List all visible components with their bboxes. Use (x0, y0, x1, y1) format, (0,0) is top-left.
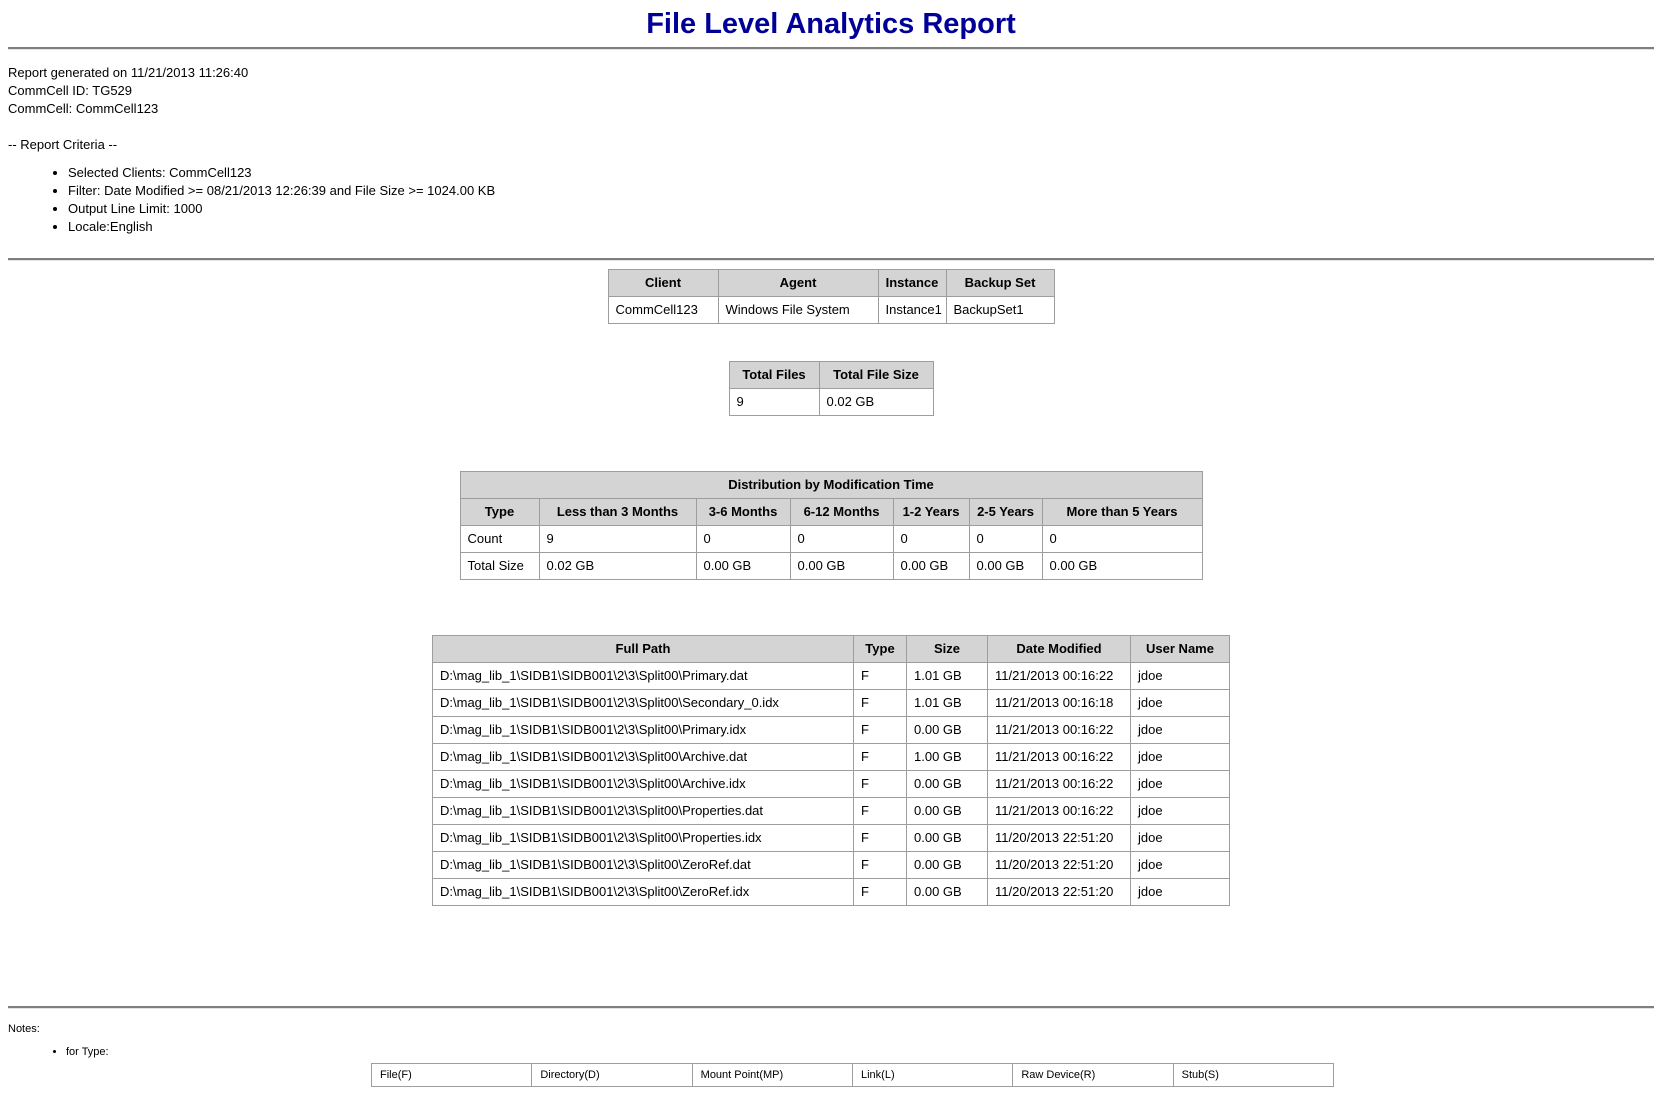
total-size-cell: 0.02 GB (539, 553, 696, 580)
total-size-cell: 0.00 GB (969, 553, 1042, 580)
full-path-cell: D:\mag_lib_1\SIDB1\SIDB001\2\3\Split00\Primary.idx (433, 717, 854, 744)
agent-header: Agent (718, 270, 878, 297)
legend-directory: Directory(D) (532, 1064, 692, 1087)
date-modified-header: Date Modified (988, 636, 1131, 663)
user-name-header: User Name (1131, 636, 1230, 663)
legend-file: File(F) (372, 1064, 532, 1087)
totals-table (729, 361, 934, 416)
generated-on-text: Report generated on 11/21/2013 11:26:40 (8, 65, 249, 80)
criteria-item-filter: • Filter: Date Modified >= 08/21/2013 12:26:39 and File Size >= 1024.00 KB (68, 182, 1654, 200)
size-cell: 1.00 GB (907, 744, 988, 771)
full-path-cell: D:\mag_lib_1\SIDB1\SIDB001\2\3\Split00\Properties.dat (433, 798, 854, 825)
notes-divider (8, 1006, 1654, 1009)
total-size-cell: 0.00 GB (893, 553, 969, 580)
user-name-cell: jdoe (1131, 771, 1230, 798)
1-2-years-header: 1-2 Years (893, 499, 969, 526)
total-file-size-header: Total File Size (819, 362, 933, 389)
legend-mount-point: Mount Point(MP) (692, 1064, 852, 1087)
total-file-size-cell: 0.02 GB (819, 389, 933, 416)
date-modified-cell: 11/20/2013 22:51:20 (988, 825, 1131, 852)
criteria-heading: -- Report Criteria -- (8, 137, 118, 152)
2-5-years-header: 2-5 Years (969, 499, 1042, 526)
table-row (433, 879, 1230, 906)
table-row (433, 825, 1230, 852)
notes-label: Notes: (8, 1023, 40, 1035)
distribution-title-row (460, 472, 1202, 499)
total-files-header: Total Files (729, 362, 819, 389)
date-modified-cell: 11/21/2013 00:16:22 (988, 717, 1131, 744)
lt3-months-header: Less than 3 Months (539, 499, 696, 526)
legend-link: Link(L) (852, 1064, 1012, 1087)
distribution-header-row (460, 499, 1202, 526)
date-modified-cell: 11/21/2013 00:16:22 (988, 798, 1131, 825)
3-6-months-header: 3-6 Months (696, 499, 790, 526)
size-cell: 0.00 GB (907, 852, 988, 879)
type-cell: F (854, 690, 907, 717)
table-row-total-size (460, 553, 1202, 580)
type-legend-table (371, 1063, 1334, 1087)
backupset-cell: BackupSet1 (946, 297, 1054, 324)
type-cell: F (854, 852, 907, 879)
type-cell: F (854, 825, 907, 852)
type-cell: F (854, 663, 907, 690)
count-cell: 0 (1042, 526, 1202, 553)
commcell-name-text: CommCell: CommCell123 (8, 101, 159, 116)
table-row (433, 717, 1230, 744)
type-cell: F (854, 771, 907, 798)
table-row (608, 297, 1054, 324)
table-row (433, 744, 1230, 771)
page-title: File Level Analytics Report (646, 8, 1016, 40)
full-path-cell: D:\mag_lib_1\SIDB1\SIDB001\2\3\Split00\ZeroRef.dat (433, 852, 854, 879)
count-cell: 0 (969, 526, 1042, 553)
commcell-id-text: CommCell ID: TG529 (8, 83, 133, 98)
instance-header: Instance (878, 270, 946, 297)
table-row-count (460, 526, 1202, 553)
size-header: Size (907, 636, 988, 663)
files-table-header-row (433, 636, 1230, 663)
user-name-cell: jdoe (1131, 663, 1230, 690)
files-table (432, 635, 1230, 906)
size-cell: 0.00 GB (907, 879, 988, 906)
user-name-cell: jdoe (1131, 690, 1230, 717)
size-cell: 0.00 GB (907, 825, 988, 852)
distribution-title: Distribution by Modification Time (460, 472, 1202, 499)
type-cell: F (854, 798, 907, 825)
total-size-cell: 0.00 GB (1042, 553, 1202, 580)
type-legend-row (372, 1064, 1334, 1087)
full-path-cell: D:\mag_lib_1\SIDB1\SIDB001\2\3\Split00\Archive.dat (433, 744, 854, 771)
user-name-cell: jdoe (1131, 717, 1230, 744)
criteria-item-clients: • Selected Clients: CommCell123 (68, 164, 1654, 182)
instance-cell: Instance1 (878, 297, 946, 324)
type-cell: F (854, 744, 907, 771)
count-cell: 0 (893, 526, 969, 553)
table-row (433, 798, 1230, 825)
type-header: Type (854, 636, 907, 663)
table-row (433, 690, 1230, 717)
table-row (729, 389, 933, 416)
user-name-cell: jdoe (1131, 798, 1230, 825)
criteria-item-line-limit: • Output Line Limit: 1000 (68, 200, 1654, 218)
table-row (433, 771, 1230, 798)
full-path-header: Full Path (433, 636, 854, 663)
total-size-cell: 0.00 GB (790, 553, 893, 580)
report-meta (8, 64, 1654, 118)
client-header: Client (608, 270, 718, 297)
date-modified-cell: 11/21/2013 00:16:22 (988, 744, 1131, 771)
date-modified-cell: 11/20/2013 22:51:20 (988, 852, 1131, 879)
date-modified-cell: 11/21/2013 00:16:22 (988, 771, 1131, 798)
type-cell: F (854, 879, 907, 906)
size-cell: 0.00 GB (907, 798, 988, 825)
user-name-cell: jdoe (1131, 852, 1230, 879)
table-row (433, 852, 1230, 879)
legend-raw-device: Raw Device(R) (1013, 1064, 1173, 1087)
type-cell: F (854, 717, 907, 744)
date-modified-cell: 11/21/2013 00:16:18 (988, 690, 1131, 717)
distribution-table (460, 471, 1203, 580)
agent-cell: Windows File System (718, 297, 878, 324)
criteria-list (8, 164, 1654, 236)
user-name-cell: jdoe (1131, 744, 1230, 771)
count-cell: 0 (696, 526, 790, 553)
size-cell: 0.00 GB (907, 717, 988, 744)
totals-table-header-row (729, 362, 933, 389)
full-path-cell: D:\mag_lib_1\SIDB1\SIDB001\2\3\Split00\Secondary_0.idx (433, 690, 854, 717)
notes-for-type: • for Type: (66, 1045, 1654, 1059)
gt5-years-header: More than 5 Years (1042, 499, 1202, 526)
size-cell: 0.00 GB (907, 771, 988, 798)
total-size-label: Total Size (460, 553, 539, 580)
size-cell: 1.01 GB (907, 690, 988, 717)
full-path-cell: D:\mag_lib_1\SIDB1\SIDB001\2\3\Split00\Archive.idx (433, 771, 854, 798)
criteria-divider (8, 258, 1654, 261)
client-table (608, 269, 1055, 324)
count-cell: 9 (539, 526, 696, 553)
date-modified-cell: 11/20/2013 22:51:20 (988, 879, 1131, 906)
total-size-cell: 0.00 GB (696, 553, 790, 580)
full-path-cell: D:\mag_lib_1\SIDB1\SIDB001\2\3\Split00\Primary.dat (433, 663, 854, 690)
notes-list (8, 1045, 1654, 1059)
full-path-cell: D:\mag_lib_1\SIDB1\SIDB001\2\3\Split00\ZeroRef.idx (433, 879, 854, 906)
legend-stub: Stub(S) (1173, 1064, 1333, 1087)
client-table-header-row (608, 270, 1054, 297)
type-header: Type (460, 499, 539, 526)
size-cell: 1.01 GB (907, 663, 988, 690)
count-label: Count (460, 526, 539, 553)
total-files-cell: 9 (729, 389, 819, 416)
count-cell: 0 (790, 526, 893, 553)
title-divider (8, 47, 1654, 50)
date-modified-cell: 11/21/2013 00:16:22 (988, 663, 1131, 690)
6-12-months-header: 6-12 Months (790, 499, 893, 526)
user-name-cell: jdoe (1131, 825, 1230, 852)
client-cell: CommCell123 (608, 297, 718, 324)
table-row (433, 663, 1230, 690)
full-path-cell: D:\mag_lib_1\SIDB1\SIDB001\2\3\Split00\Properties.idx (433, 825, 854, 852)
backupset-header: Backup Set (946, 270, 1054, 297)
criteria-item-locale: • Locale:English (68, 218, 1654, 236)
user-name-cell: jdoe (1131, 879, 1230, 906)
